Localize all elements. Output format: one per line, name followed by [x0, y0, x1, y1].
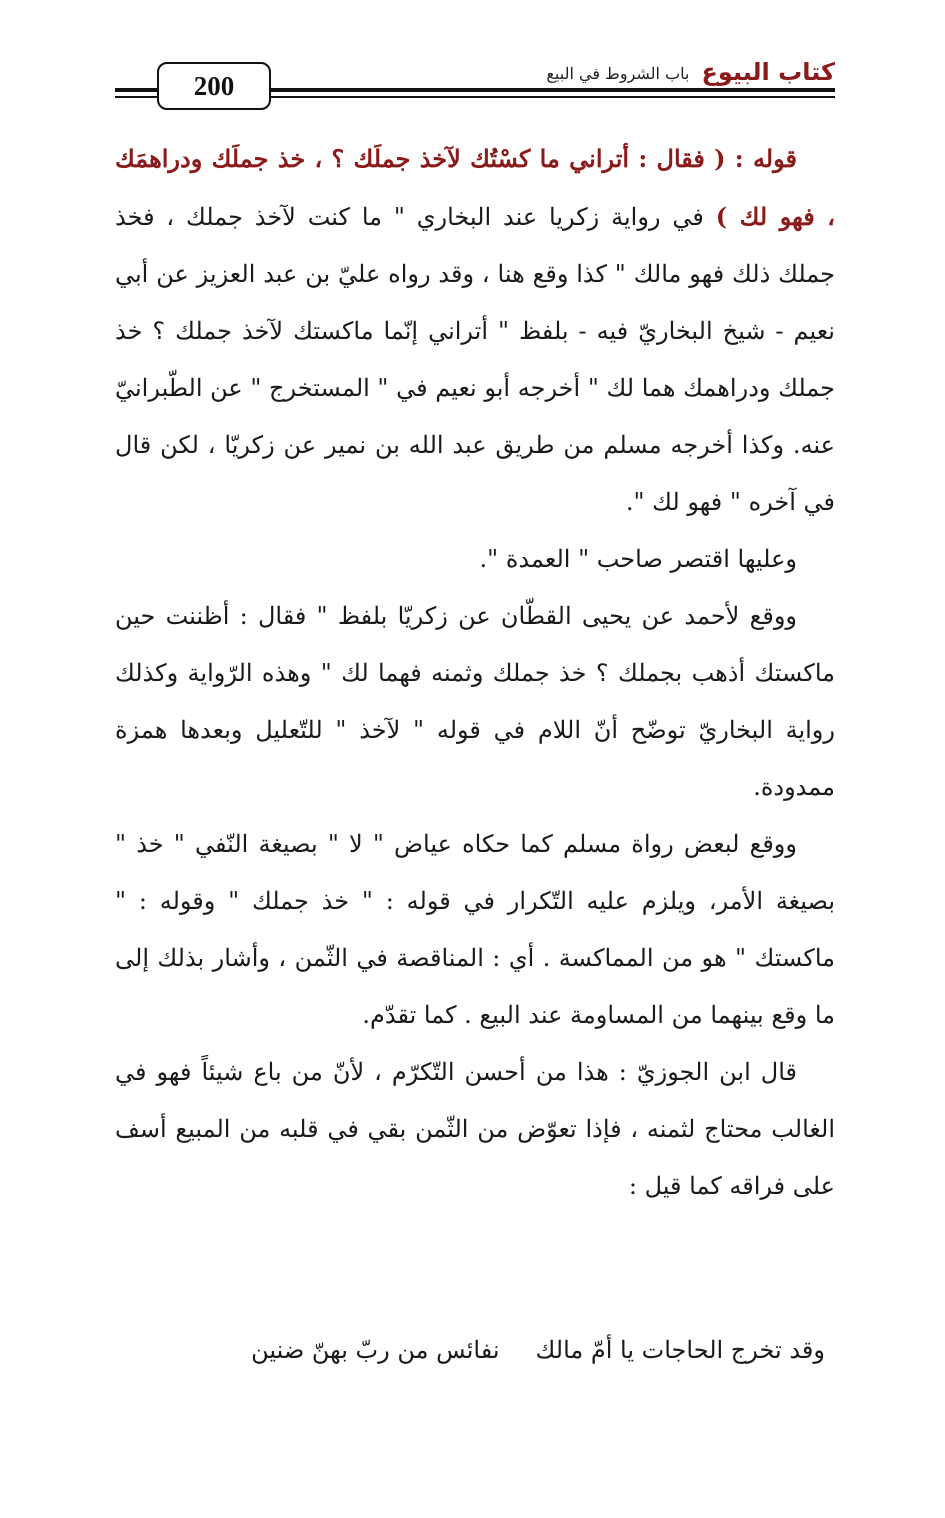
- paragraph-3: ووقع لأحمد عن يحيى القطّان عن زكريّا بلفظ " فقال : أظننت حين ماكستك أذهب بجملك ؟ خذ جملك وثمنه فهما لك " وهذه الرّواية وكذلك رواية البخاريّ توضّح أنّ اللام في قوله " لآخذ " للتّعليل وبعدها همزة ممدودة.: [115, 602, 835, 801]
- page-number: 200: [157, 62, 271, 110]
- poetry-verse: [115, 1322, 835, 1379]
- header-titles: [546, 50, 835, 86]
- paragraph-1: [115, 130, 835, 531]
- quoted-hadith-text: قوله : ( فقال : أتراني ما كسْتُك لآخذ جملَك ؟ ، خذ جملَك ودراهمَك ، فهو لك ): [115, 144, 836, 231]
- verse-second-hemistich: نفائس من ربّ بهنّ ضنين: [251, 1336, 500, 1364]
- paragraph-5: قال ابن الجوزيّ : هذا من أحسن التّكرّم ، لأنّ من باع شيئاً فهو في الغالب محتاج لثمنه ، فإذا تعوّض من الثّمن بقي في قلبه من المبيع أسف على فراقه كما قيل :: [115, 1058, 835, 1200]
- main-text: [115, 130, 835, 1215]
- chapter-title: باب الشروط في البيع: [546, 64, 690, 83]
- paragraph-2: وعليها اقتصر صاحب " العمدة ".: [479, 545, 797, 573]
- paragraph-1-text: في رواية زكريا عند البخاري " ما كنت لآخذ جملك ، فخذ جملك ذلك فهو مالك " كذا وقع هنا ، وقد رواه عليّ بن عبد العزيز عن أبي نعيم - شيخ البخاريّ فيه - بلفظ " أتراني إنّما ماكستك لآخذ جملك ؟ خذ جملك ودراهمك هما لك " أخرجه أبو نعيم في " المستخرج " عن الطّبرانيّ عنه. وكذا أخرجه مسلم من طريق عبد الله بن نمير عن زكريّا ، لكن قال في آخره " فهو لك ".: [115, 203, 835, 516]
- book-title: كتاب البيوع: [701, 58, 835, 86]
- page-header: [115, 50, 835, 110]
- paragraph-4: ووقع لبعض رواة مسلم كما حكاه عياض " لا " بصيغة النّفي " خذ " بصيغة الأمر، ويلزم عليه التّكرار في قوله : " خذ جملك " وقوله : " ماكستك " هو من المماكسة . أي : المناقصة في الثّمن ، وأشار بذلك إلى ما وقع بينهما من المساومة عند البيع . كما تقدّم.: [115, 830, 835, 1029]
- verse-first-hemistich: وقد تخرج الحاجات يا أمّ مالك: [535, 1336, 825, 1364]
